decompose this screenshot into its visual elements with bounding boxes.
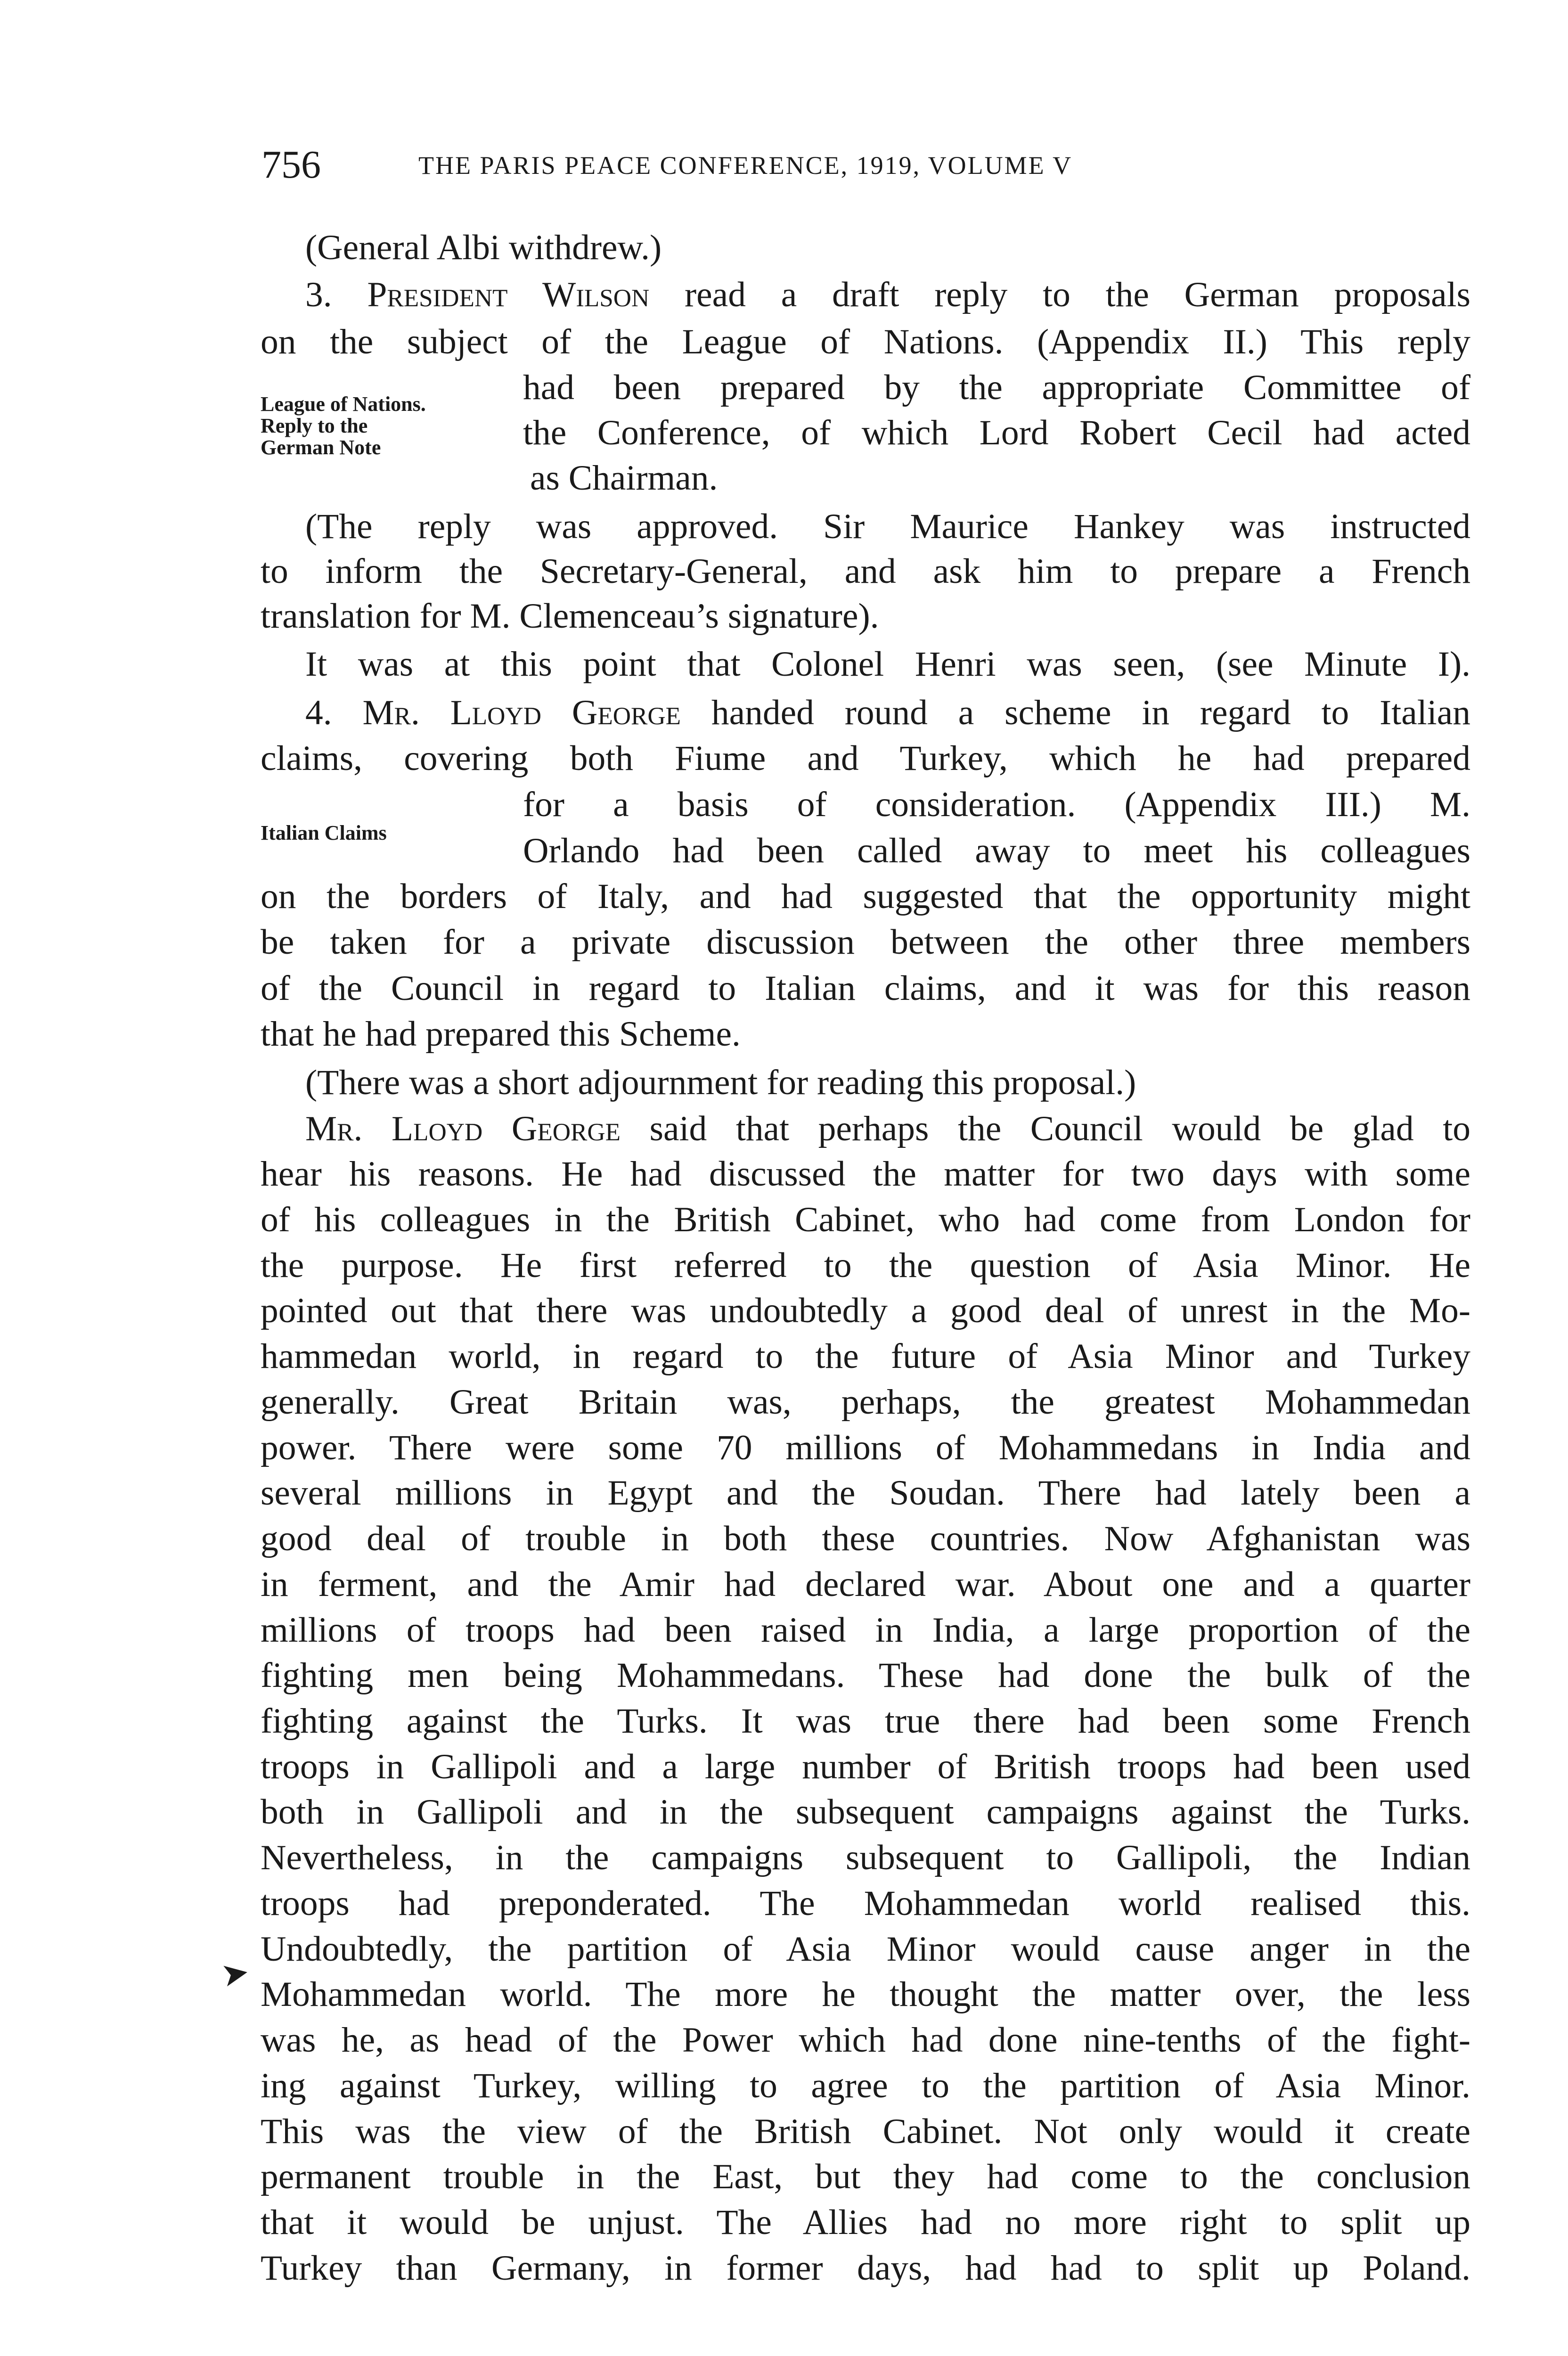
- margin-note-line: Reply to the: [261, 414, 368, 437]
- text-line: This was the view of the British Cabinet. Not only would it create: [261, 2112, 1470, 2151]
- margin-note-line: German Note: [261, 436, 381, 459]
- text-line: It was at this point that Colonel Henri was seen, (see Minute I).: [305, 645, 1470, 684]
- text-line: (There was a short adjournment for reading this proposal.): [305, 1063, 1136, 1102]
- text-line: fighting against the Turks. It was true there had been some French: [261, 1702, 1470, 1741]
- text-line: on the borders of Italy, and had suggested that the opportunity might: [261, 877, 1470, 916]
- text-line: (The reply was approved. Sir Maurice Hankey was instructed: [305, 507, 1470, 546]
- text-line: Orlando had been called away to meet his colleagues: [523, 831, 1470, 870]
- text-line: Nevertheless, in the campaigns subsequent to Gallipoli, the Indian: [261, 1838, 1470, 1877]
- text-line: claims, covering both Fiume and Turkey, which he had prepared: [261, 739, 1470, 778]
- text-line: be taken for a private discussion between the other three members: [261, 923, 1470, 962]
- text-line: was he, as head of the Power which had done nine-tenths of the fight-: [261, 2021, 1470, 2060]
- speaker-name: Mr. Lloyd George: [305, 1109, 621, 1148]
- text-line: as Chairman.: [530, 458, 718, 498]
- text-line: [261, 1106, 1470, 1152]
- text-line: of his colleagues in the British Cabinet, who had come from London for: [261, 1200, 1470, 1239]
- text-line: the purpose. He first referred to the question of Asia Minor. He: [261, 1246, 1470, 1285]
- page-number: 756: [261, 143, 321, 187]
- text-line: millions of troops had been raised in India, a large proportion of the: [261, 1611, 1470, 1650]
- text-line: both in Gallipoli and in the subsequent campaigns against the Turks.: [261, 1792, 1470, 1832]
- text-line: ing against Turkey, willing to agree to the partition of Asia Minor.: [261, 2066, 1470, 2105]
- running-head: THE PARIS PEACE CONFERENCE, 1919, VOLUME V: [418, 151, 1073, 180]
- text-line: in ferment, and the Amir had declared war. About one and a quarter: [261, 1565, 1470, 1604]
- speaker-name: President Wilson: [367, 275, 650, 314]
- text-line: Undoubtedly, the partition of Asia Minor would cause anger in the: [261, 1930, 1470, 1969]
- margin-arrow-mark: ➤: [218, 1954, 252, 1995]
- line-text: 4.: [305, 693, 363, 732]
- text-line: of the Council in regard to Italian claims, and it was for this reason: [261, 969, 1470, 1008]
- text-line: [261, 272, 1470, 318]
- text-line: generally. Great Britain was, perhaps, the greatest Mohammedan: [261, 1383, 1470, 1422]
- text-line: Mohammedan world. The more he thought the matter over, the less: [261, 1975, 1470, 2014]
- text-line: hammedan world, in regard to the future of Asia Minor and Turkey: [261, 1337, 1470, 1376]
- text-line: [261, 690, 1470, 736]
- line-text: (General Albi withdrew.): [305, 228, 662, 267]
- margin-note-league-of-nations: [261, 393, 426, 458]
- line-text: handed round a scheme in regard to Italian: [681, 693, 1470, 732]
- text-line: on the subject of the League of Nations. (Appendix II.) This reply: [261, 322, 1470, 361]
- text-line: to inform the Secretary-General, and ask him to prepare a French: [261, 552, 1470, 591]
- text-line: had been prepared by the appropriate Committee of: [523, 368, 1470, 407]
- text-line: for a basis of consideration. (Appendix III.) M.: [523, 785, 1470, 824]
- text-line: several millions in Egypt and the Soudan. There had lately been a: [261, 1473, 1470, 1513]
- text-line: power. There were some 70 millions of Mohammedans in India and: [261, 1428, 1470, 1467]
- text-line: hear his reasons. He had discussed the matter for two days with some: [261, 1154, 1470, 1194]
- text-line: Turkey than Germany, in former days, had had to split up Poland.: [261, 2249, 1470, 2288]
- text-line: fighting men being Mohammedans. These had done the bulk of the: [261, 1656, 1470, 1695]
- text-line: troops had preponderated. The Mohammedan world realised this.: [261, 1884, 1470, 1923]
- line-text: read a draft reply to the German proposals: [649, 275, 1471, 314]
- line-text: 3.: [305, 275, 368, 314]
- speaker-name: Mr. Lloyd George: [362, 693, 681, 732]
- text-line: that he had prepared this Scheme.: [261, 1014, 741, 1054]
- text-line: the Conference, of which Lord Robert Cecil had acted: [523, 413, 1470, 452]
- text-line: permanent trouble in the East, but they had come to the conclusion: [261, 2157, 1470, 2196]
- text-line: troops in Gallipoli and a large number of British troops had been used: [261, 1747, 1470, 1786]
- text-line: [305, 225, 662, 270]
- text-line: translation for M. Clemenceau’s signature).: [261, 597, 879, 636]
- text-line: that it would be unjust. The Allies had no more right to split up: [261, 2203, 1470, 2242]
- margin-note-line: League of Nations.: [261, 393, 426, 416]
- text-line: good deal of trouble in both these countries. Now Afghanistan was: [261, 1519, 1470, 1558]
- line-text: said that perhaps the Council would be glad to: [621, 1109, 1470, 1148]
- text-line: pointed out that there was undoubtedly a good deal of unrest in the Mo-: [261, 1291, 1470, 1330]
- margin-note-italian-claims: Italian Claims: [261, 821, 387, 844]
